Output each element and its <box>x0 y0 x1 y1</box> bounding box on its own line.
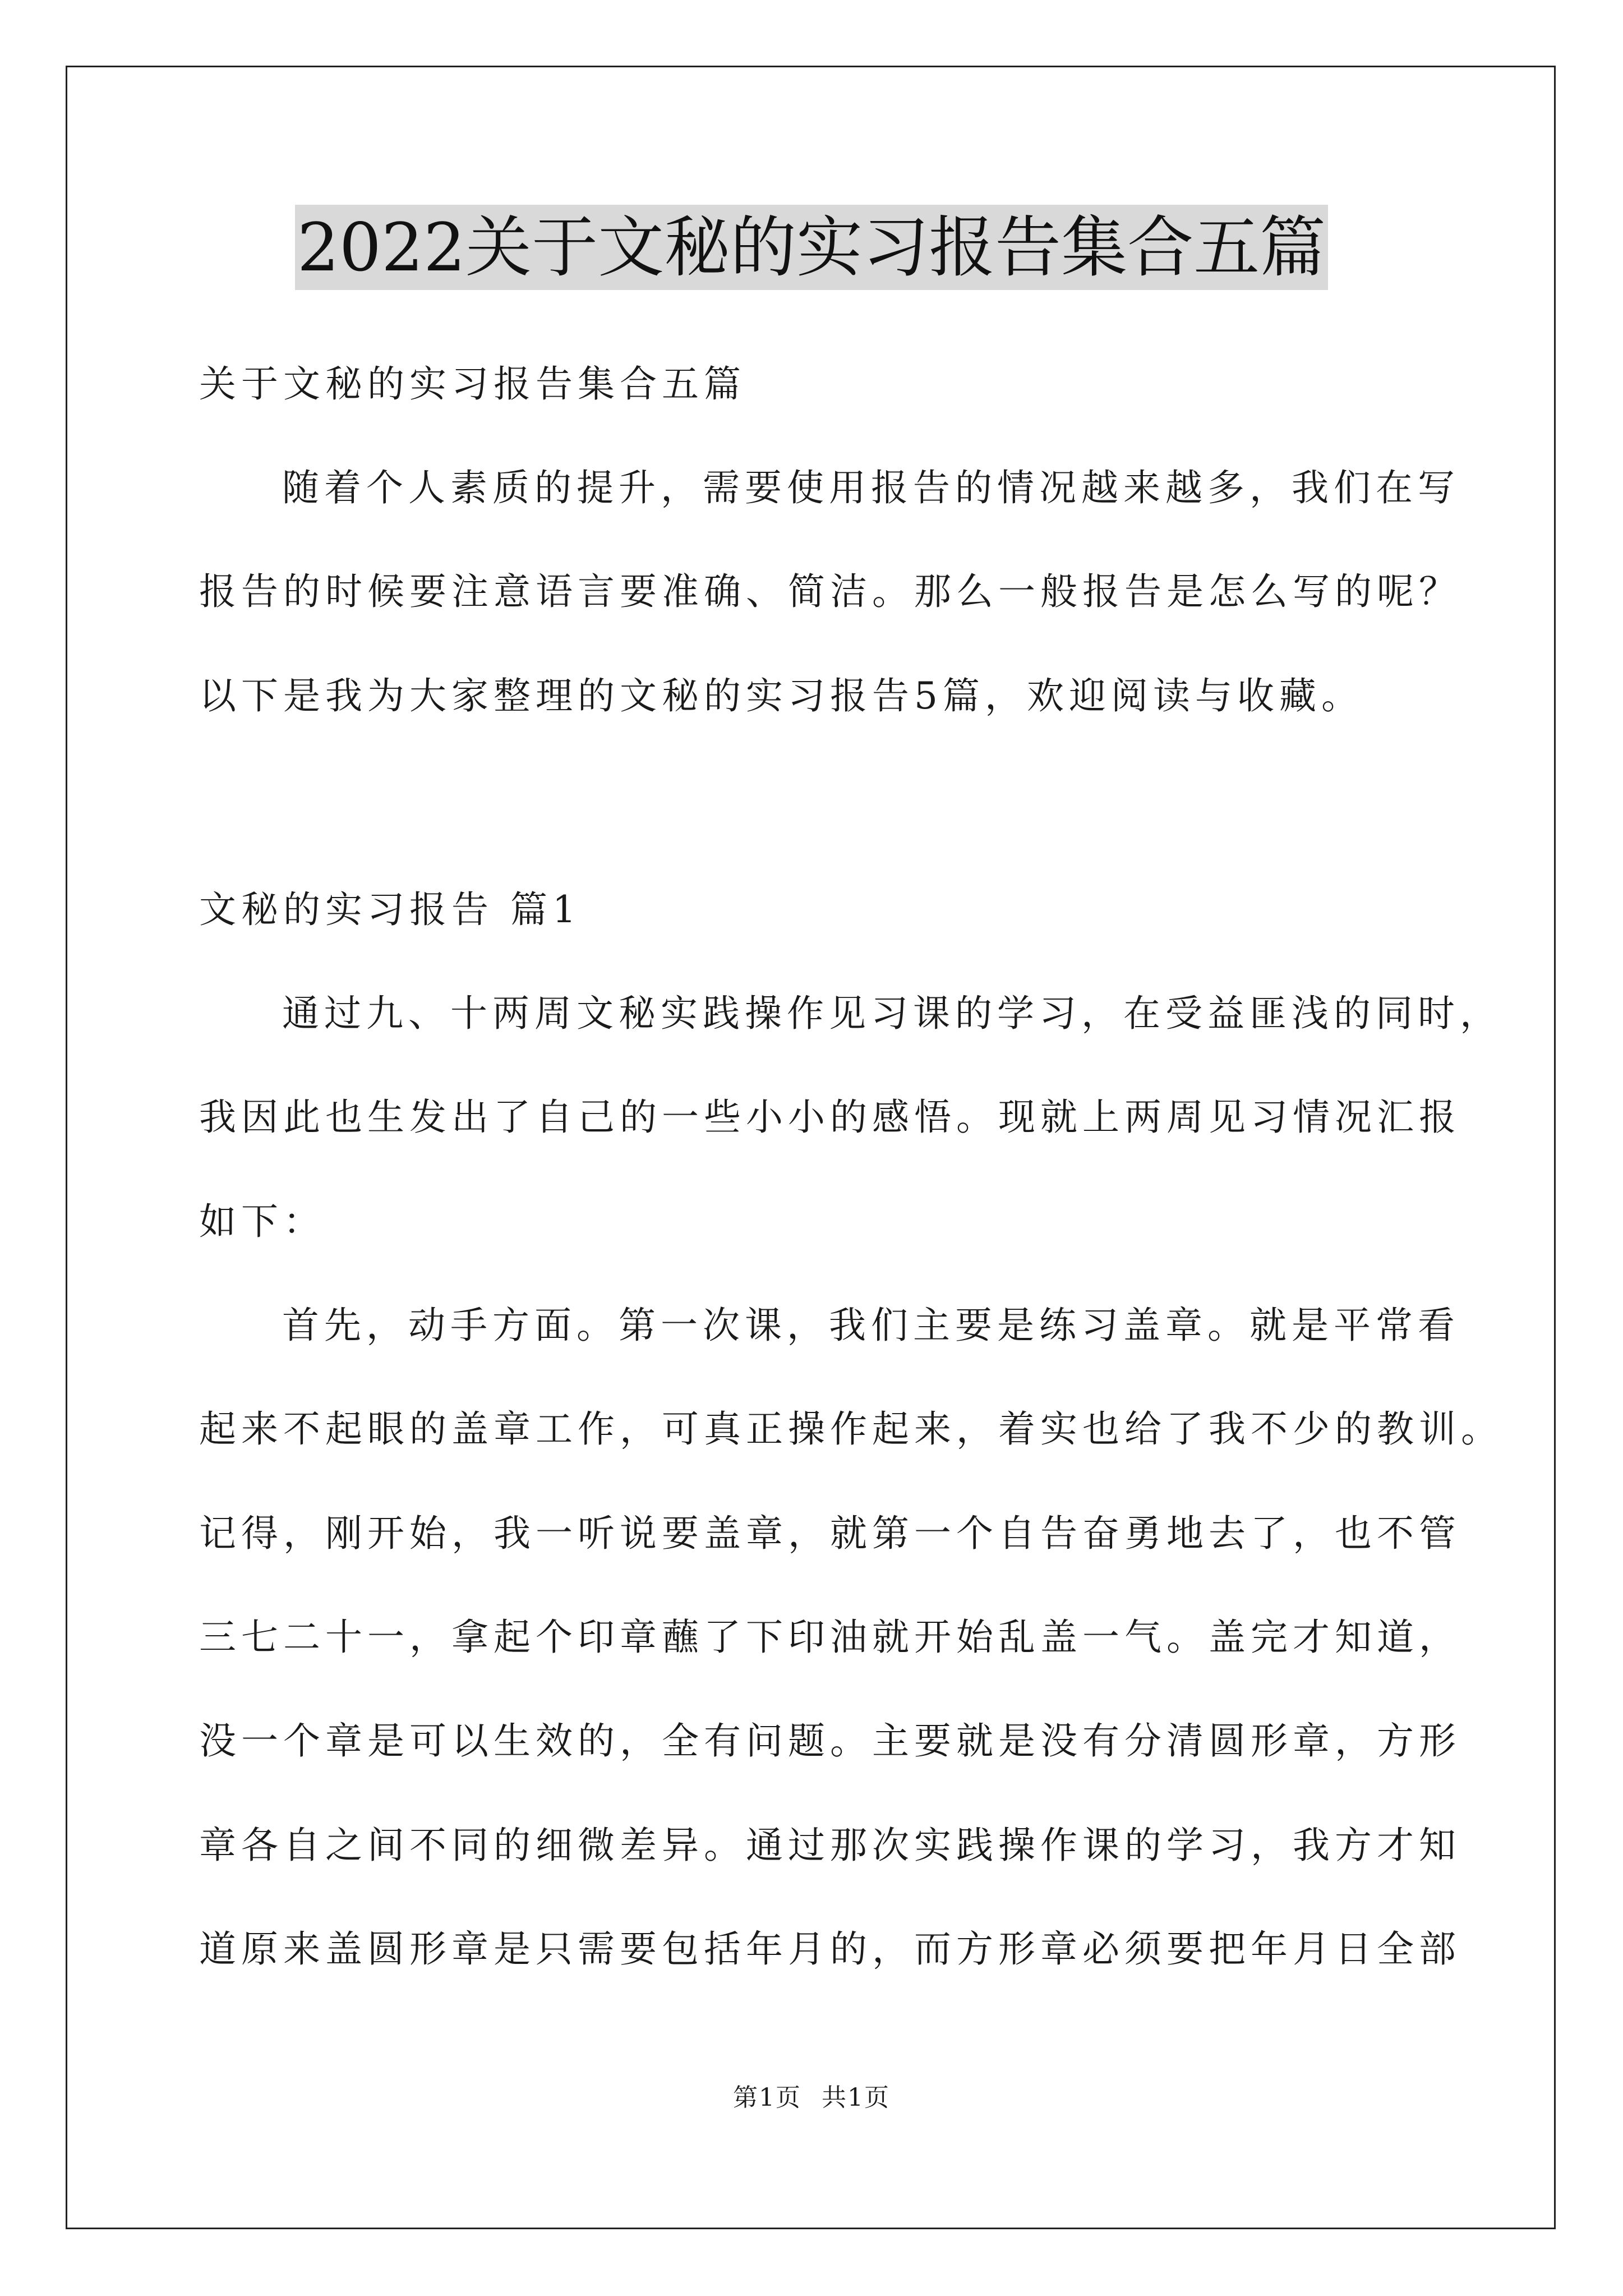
document-subtitle: 关于文秘的实习报告集合五篇 <box>199 362 746 406</box>
para1-line-1: 通过九、十两周文秘实践操作见习课的学习，在受益匪浅的同时， <box>282 992 1502 1035</box>
intro-line-1: 随着个人素质的提升，需要使用报告的情况越来越多，我们在写 <box>282 466 1460 509</box>
para2-line-2: 起来不起眼的盖章工作，可真正操作起来，着实也给了我不少的教训。 <box>199 1407 1503 1451</box>
para2-line-4: 三七二十一，拿起个印章蘸了下印油就开始乱盖一气。盖完才知道， <box>199 1616 1461 1659</box>
page-total: 共1页 <box>822 2083 890 2112</box>
intro-line-2: 报告的时候要注意语言要准确、简洁。那么一般报告是怎么写的呢？ <box>199 570 1461 613</box>
page-number: 第1页 <box>733 2083 801 2112</box>
para2-line-5: 没一个章是可以生效的，全有问题。主要就是没有分清圆形章，方形 <box>199 1719 1461 1763</box>
intro-line-3: 以下是我为大家整理的文秘的实习报告5篇，欢迎阅读与收藏。 <box>199 674 1363 717</box>
title-container <box>0 205 1623 290</box>
para1-line-2: 我因此也生发出了自己的一些小小的感悟。现就上两周见习情况汇报 <box>199 1096 1461 1139</box>
page-footer <box>0 2081 1623 2115</box>
para1-line-3: 如下： <box>199 1200 325 1243</box>
section-heading: 文秘的实习报告 篇1 <box>199 888 581 931</box>
para2-line-1: 首先，动手方面。第一次课，我们主要是练习盖章。就是平常看 <box>282 1304 1460 1347</box>
para2-line-7: 道原来盖圆形章是只需要包括年月的，而方形章必须要把年月日全部 <box>199 1927 1461 1971</box>
para2-line-3: 记得，刚开始，我一听说要盖章，就第一个自告奋勇地去了，也不管 <box>199 1512 1461 1555</box>
document-title: 2022关于文秘的实习报告集合五篇 <box>295 205 1328 290</box>
para2-line-6: 章各自之间不同的细微差异。通过那次实践操作课的学习，我方才知 <box>199 1824 1461 1867</box>
